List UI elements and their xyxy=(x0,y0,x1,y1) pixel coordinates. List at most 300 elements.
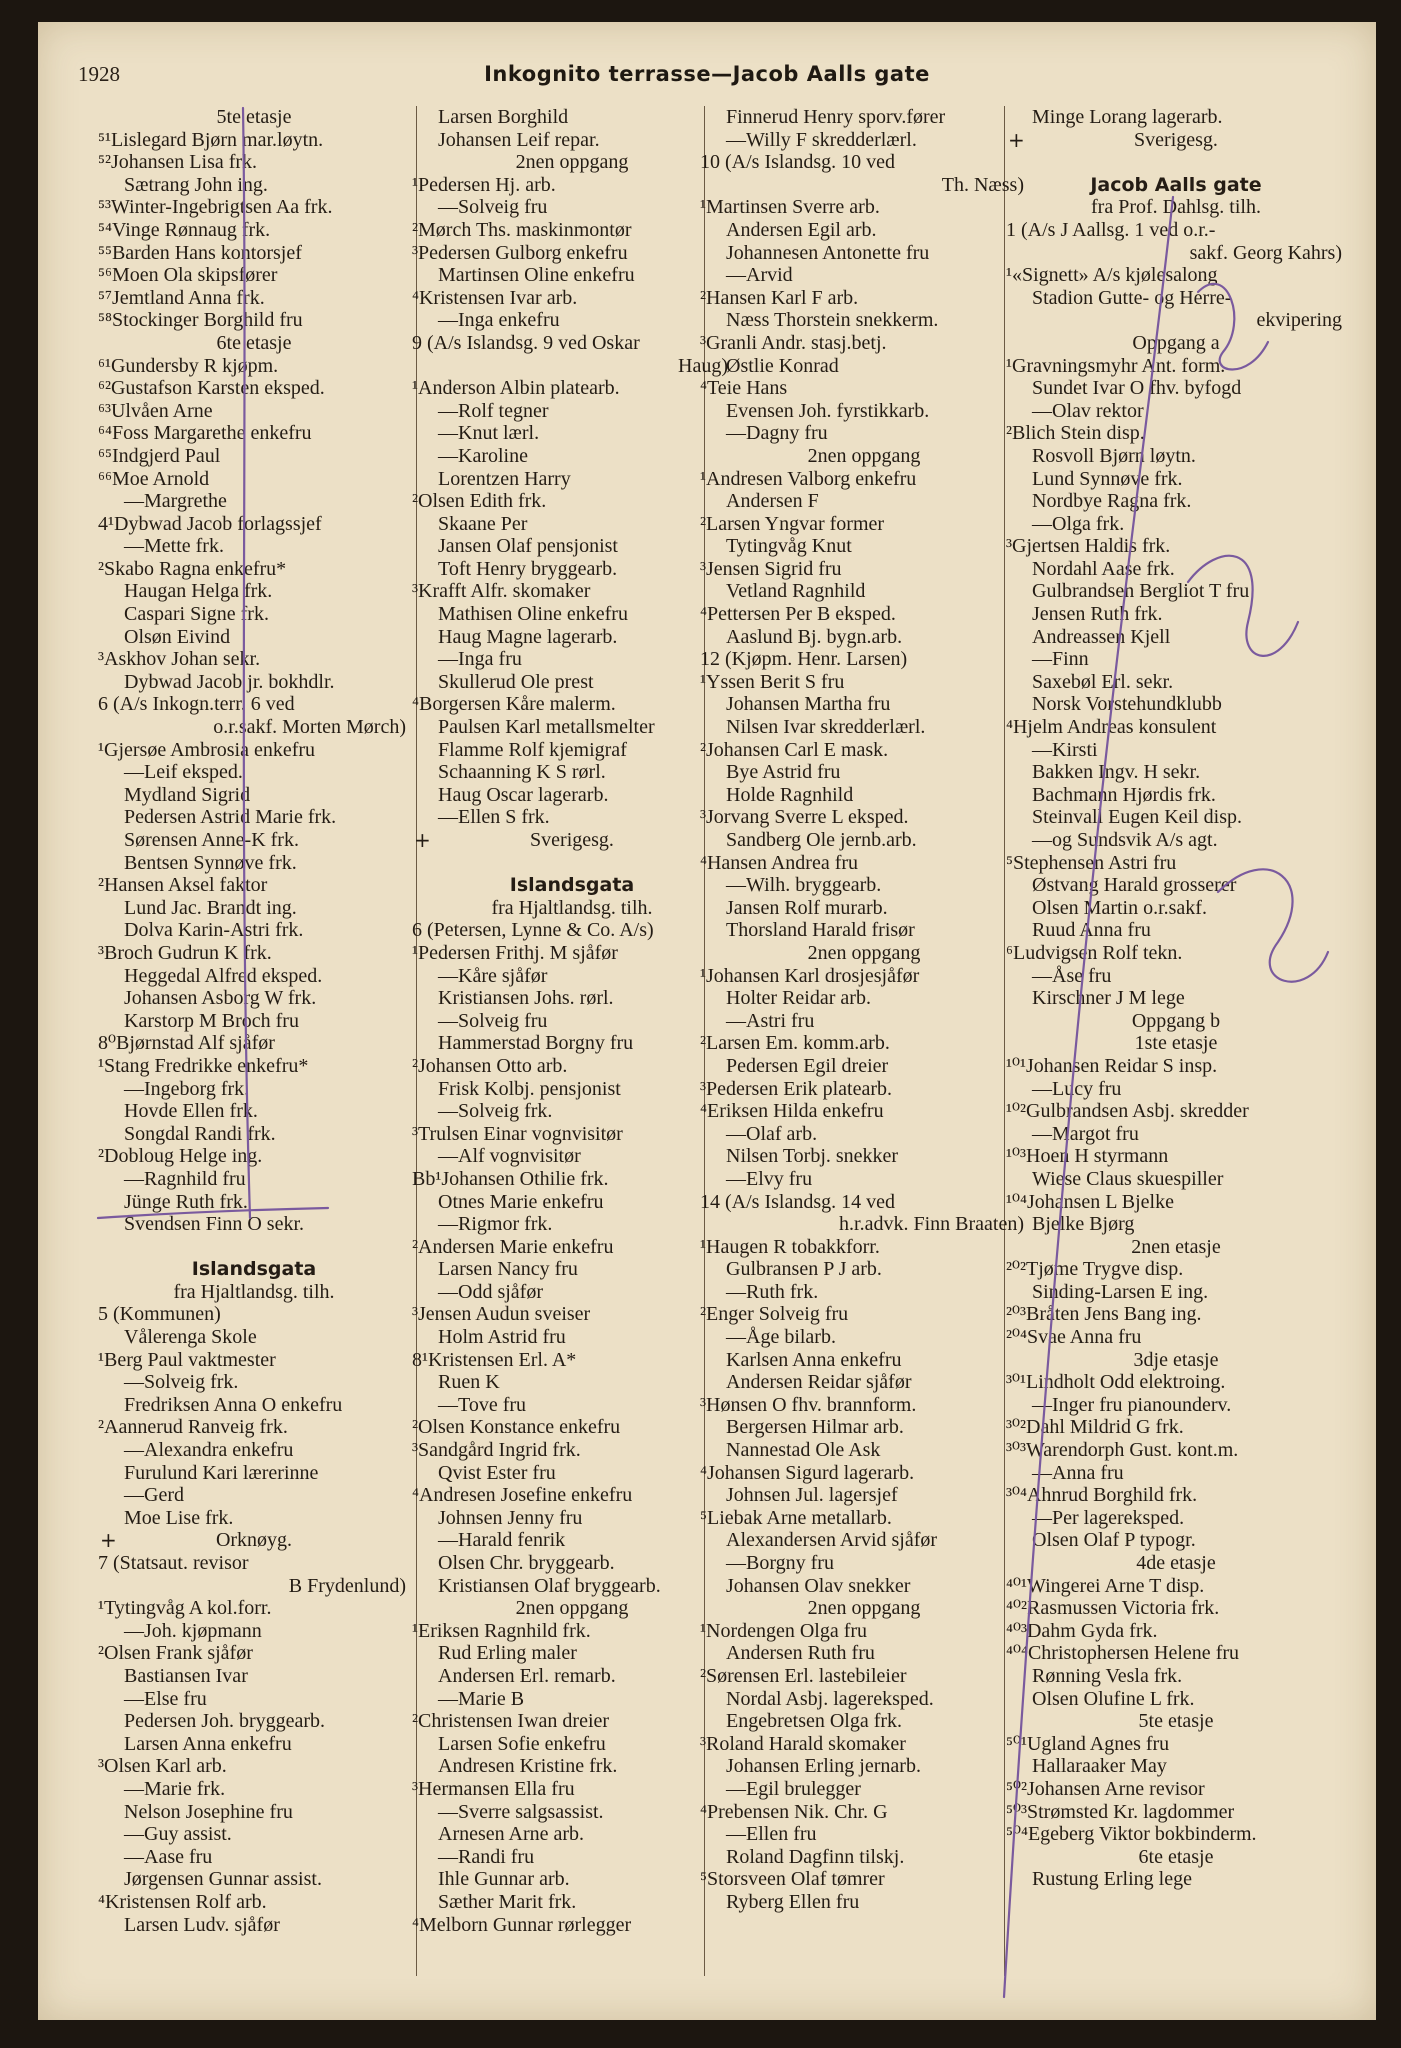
section-label: 3dje etasje xyxy=(1133,1348,1219,1371)
section-label: 2nen oppgang xyxy=(515,1597,629,1620)
directory-entry: ³Broch Gudrun K frk. xyxy=(98,941,272,964)
directory-entry: ³⁰⁴Ahnrud Borghild frk. xyxy=(1006,1484,1198,1507)
directory-entry: ²Mørch Ths. maskinmontør xyxy=(412,218,632,241)
directory-entry: ¹Nordengen Olga fru xyxy=(700,1619,868,1642)
directory-entry: Bb¹Johansen Othilie frk. xyxy=(412,1167,609,1190)
directory-entry: ⁴Prebensen Nik. Chr. G xyxy=(700,1800,888,1823)
directory-entry: Olsøn Eivind xyxy=(124,625,231,648)
directory-entry: —Mette frk. xyxy=(124,535,224,558)
directory-entry: ⁵⁷Jemtland Anna frk. xyxy=(98,286,265,309)
directory-entry: ²Sørensen Erl. lastebileier xyxy=(700,1664,907,1687)
directory-entry: Roland Dagfinn tilskj. xyxy=(726,1845,905,1868)
directory-entry: ³Roland Harald skomaker xyxy=(700,1732,906,1755)
directory-entry: Otnes Marie enkefru xyxy=(438,1190,604,1213)
directory-entry: Thorsland Harald frisør xyxy=(726,919,915,942)
directory-entry: Haug Oscar lagerarb. xyxy=(438,783,609,806)
directory-entry: Johansen Asborg W frk. xyxy=(124,987,317,1010)
directory-entry: ¹Yssen Berit S fru xyxy=(700,670,845,693)
directory-entry: Alexandersen Arvid sjåfør xyxy=(726,1529,938,1552)
directory-entry: h.r.advk. Finn Braaten) xyxy=(839,1213,1024,1236)
directory-entry: —Ruth frk. xyxy=(726,1280,819,1303)
directory-entry: Andersen Erl. remarb. xyxy=(438,1664,616,1687)
directory-entry: Svendsen Finn O sekr. xyxy=(124,1213,304,1236)
directory-entry: ¹Berg Paul vaktmester xyxy=(98,1348,276,1371)
directory-entry: Aaslund Bj. bygn.arb. xyxy=(726,625,903,648)
directory-entry: —Aase fru xyxy=(124,1845,213,1868)
directory-entry: Kristiansen Olaf bryggearb. xyxy=(438,1574,661,1597)
directory-entry: Bastiansen Ivar xyxy=(124,1664,248,1687)
directory-entry: Saxebøl Erl. sekr. xyxy=(1032,670,1174,693)
directory-entry: Fredriksen Anna O enkefru xyxy=(124,1393,343,1416)
section-label: Oppgang a xyxy=(1132,331,1220,354)
running-head: Inkognito terrasse—Jacob Aalls gate xyxy=(484,62,930,86)
directory-entry: —Egil brulegger xyxy=(726,1777,861,1800)
directory-entry: ¹Haugen R tobakkforr. xyxy=(700,1235,880,1258)
directory-entry: ⁵⁰³Strømsted Kr. lagdommer xyxy=(1006,1800,1235,1823)
directory-entry: ³Trulsen Einar vognvisitør xyxy=(412,1122,623,1145)
directory-entry: —Astri fru xyxy=(726,1009,815,1032)
directory-entry: ²Dobloug Helge ing. xyxy=(98,1145,263,1168)
directory-entry: 1 (A/s J Aallsg. 1 ved o.r.- xyxy=(1006,218,1216,241)
directory-entry: —Knut lærl. xyxy=(438,422,540,445)
directory-entry: ²Larsen Yngvar former xyxy=(700,512,885,535)
directory-entry: Qvist Ester fru xyxy=(438,1461,556,1484)
directory-entry: ²Aannerud Ranveig frk. xyxy=(98,1416,288,1439)
directory-entry: Jensen Ruth frk. xyxy=(1032,603,1163,626)
section-label: fra Hjaltlandsg. tilh. xyxy=(491,896,653,919)
directory-entry: Nelson Josephine fru xyxy=(124,1800,293,1823)
directory-entry: —Åse fru xyxy=(1032,964,1112,987)
directory-entry: ⁶³Ulvåen Arne xyxy=(98,399,213,422)
directory-entry: Bentsen Synnøve frk. xyxy=(124,851,297,874)
directory-entry: ³Krafft Alfr. skomaker xyxy=(412,580,591,603)
directory-entry: ⁴Kristensen Rolf arb. xyxy=(98,1890,267,1913)
directory-entry: —Gerd xyxy=(124,1484,184,1507)
directory-entry: —Solveig frk. xyxy=(124,1371,239,1394)
directory-entry: Sørensen Anne-K frk. xyxy=(124,829,299,851)
directory-entry: 12 (Kjøpm. Henr. Larsen) xyxy=(700,648,908,671)
directory-entry: Norsk Vorstehundklubb xyxy=(1032,693,1222,716)
directory-entry: Schaanning K S rørl. xyxy=(438,761,606,784)
directory-entry: Jørgensen Gunnar assist. xyxy=(124,1868,322,1891)
directory-entry: 6 (Petersen, Lynne & Co. A/s) xyxy=(412,919,654,942)
directory-entry: Sætrang John ing. xyxy=(124,173,268,196)
cross-out-svendsen xyxy=(98,1208,328,1218)
directory-entry: ⁵Storsveen Olaf tømrer xyxy=(700,1868,885,1891)
directory-entry: 8¹Kristensen Erl. A* xyxy=(412,1348,577,1371)
directory-entry: ⁵⁵Barden Hans kontorsjef xyxy=(98,241,302,264)
directory-entry: Engebretsen Olga frk. xyxy=(726,1710,903,1733)
directory-entry: —Inger fru pianounderv. xyxy=(1032,1393,1232,1416)
directory-entry: Hammerstad Borgny fru xyxy=(438,1032,634,1055)
directory-entry: ¹Johansen Karl drosjesjåfør xyxy=(700,964,920,987)
directory-entry: ¹⁰⁴Johansen L Bjelke xyxy=(1006,1190,1174,1213)
directory-entry: ¹Pedersen Hj. arb. xyxy=(412,173,556,196)
directory-entry: —og Sundsvik A/s agt. xyxy=(1032,829,1218,851)
pencil-strokes xyxy=(98,108,1328,1997)
directory-entry: Østlie Konrad xyxy=(726,354,839,377)
directory-entry: —Ingeborg frk. xyxy=(124,1077,250,1100)
section-label: 6te etasje xyxy=(1138,1845,1214,1868)
directory-entry: Moe Lise frk. xyxy=(124,1506,234,1529)
directory-entry: Holde Ragnhild xyxy=(726,783,854,806)
street-heading: Islandsgata xyxy=(191,1258,317,1281)
directory-entry: Olsen Chr. bryggearb. xyxy=(438,1552,615,1574)
directory-entry: ⁴Andresen Josefine enkefru xyxy=(412,1484,633,1507)
directory-entry: ³Olsen Karl arb. xyxy=(98,1755,227,1778)
directory-entry: ⁵Stephensen Astri fru xyxy=(1006,851,1177,874)
directory-entry: Ryberg Ellen fru xyxy=(726,1890,860,1913)
section-label: 4de etasje xyxy=(1136,1552,1216,1574)
directory-entry: —Wilh. bryggearb. xyxy=(726,874,882,897)
directory-entry: ⁵³Winter-Ingebrigtsen Aa frk. xyxy=(98,196,333,219)
directory-entry: Johnsen Jenny fru xyxy=(438,1506,583,1529)
directory-entry: Heggedal Alfred eksped. xyxy=(124,964,323,987)
directory-entry: Holter Reidar arb. xyxy=(726,987,871,1010)
directory-entry: ⁶¹Gundersby R kjøpm. xyxy=(98,354,279,377)
directory-entry: Holm Astrid fru xyxy=(438,1326,566,1349)
directory-entry: ³⁰³Warendorph Gust. kont.m. xyxy=(1006,1439,1239,1462)
directory-entry: ³Hønsen O fhv. brannform. xyxy=(700,1393,917,1416)
directory-entry: ⁴⁰³Dahm Gyda frk. xyxy=(1006,1619,1158,1642)
directory-entry: 6 (A/s Inkogn.terr. 6 ved xyxy=(98,693,295,716)
directory-entry: Andersen F xyxy=(726,490,819,513)
street-heading: Islandsgata xyxy=(509,874,635,897)
directory-entry: ⁵¹Lislegard Bjørn mar.løytn. xyxy=(98,128,324,151)
directory-entry: ²Johansen Carl E mask. xyxy=(700,738,889,761)
directory-entry: Bye Astrid fru xyxy=(726,761,841,784)
directory-entry: ²Olsen Frank sjåfør xyxy=(98,1642,253,1665)
section-label: fra Hjaltlandsg. tilh. xyxy=(173,1280,335,1303)
directory-entry: ⁵⁴Vinge Rønnaug frk. xyxy=(98,218,271,241)
section-label: 1ste etasje xyxy=(1134,1032,1218,1055)
directory-entry: Sinding-Larsen E ing. xyxy=(1032,1280,1209,1303)
directory-entry: Stadion Gutte- og Herre- xyxy=(1032,286,1232,309)
directory-entry: ³Askhov Johan sekr. xyxy=(98,648,261,671)
directory-entry: Olsen Olaf P typogr. xyxy=(1032,1529,1196,1552)
directory-entry: Pedersen Astrid Marie frk. xyxy=(124,806,337,829)
directory-entry: —Lucy fru xyxy=(1032,1077,1122,1100)
directory-entry: ¹⁰³Hoen H styrmann xyxy=(1006,1145,1169,1168)
directory-entry: ¹Andresen Valborg enkefru xyxy=(700,467,917,490)
directory-entry: Rud Erling maler xyxy=(438,1642,577,1665)
directory-entry: —Olga frk. xyxy=(1032,512,1125,535)
directory-entry: Gulbrandsen Bergliot T fru xyxy=(1032,580,1250,603)
directory-entry: sakf. Georg Kahrs) xyxy=(1189,241,1342,264)
directory-entry: —Else fru xyxy=(124,1687,207,1710)
directory-entry: o.r.sakf. Morten Mørch) xyxy=(213,716,406,739)
crossing-street-label: Sverigesg. xyxy=(1134,128,1218,151)
directory-entry: ³Jorvang Sverre L eksped. xyxy=(700,806,909,829)
directory-entry: ³⁰¹Lindholt Odd elektroing. xyxy=(1006,1371,1226,1394)
directory-entry: Ruud Anna fru xyxy=(1032,919,1151,942)
directory-entry: Frisk Kolbj. pensjonist xyxy=(438,1077,621,1100)
directory-entry: ⁴Johansen Sigurd lagerarb. xyxy=(700,1461,915,1484)
directory-entry: Larsen Borghild xyxy=(438,106,569,128)
directory-entry: ¹Anderson Albin platearb. xyxy=(412,377,620,400)
directory-entry: Vetland Ragnhild xyxy=(726,580,866,603)
directory-entry: ³⁰²Dahl Mildrid G frk. xyxy=(1006,1416,1184,1439)
directory-entry: ²⁰³Bråten Jens Bang ing. xyxy=(1006,1303,1202,1326)
directory-entry: 7 (Statsaut. revisor xyxy=(98,1552,249,1574)
directory-entry: Skullerud Ole prest xyxy=(438,670,594,693)
directory-entry: ¹«Signett» A/s kjølesalong xyxy=(1006,264,1218,287)
directory-entry: Nordbye Ragna frk. xyxy=(1032,490,1192,513)
directory-entry: ²Hansen Karl F arb. xyxy=(700,286,859,309)
directory-entry: ²Christensen Iwan dreier xyxy=(412,1710,610,1733)
directory-entry: Kirschner J M lege xyxy=(1032,987,1185,1010)
directory-entry: ⁵⁸Stockinger Borghild fru xyxy=(98,309,303,332)
directory-entry: ³Pedersen Erik platearb. xyxy=(700,1077,893,1100)
directory-entry: Lorentzen Harry xyxy=(438,467,571,490)
directory-entry: —Solveig fru xyxy=(438,196,548,219)
page-number: 1928 xyxy=(78,62,120,86)
directory-entry: 9 (A/s Islandsg. 9 ved Oskar xyxy=(412,331,640,354)
directory-entry: B Frydenlund) xyxy=(288,1574,406,1597)
directory-entry: ⁶⁴Foss Margarethe enkefru xyxy=(98,422,312,445)
directory-entry: Johansen Leif repar. xyxy=(438,128,600,151)
directory-entry: Andresen Kristine frk. xyxy=(438,1755,618,1778)
directory-entry: ⁵⁶Moen Ola skipsfører xyxy=(98,264,278,287)
directory-entry: Skaane Per xyxy=(438,512,528,535)
section-label: 2nen oppgang xyxy=(515,151,629,174)
directory-entry: —Ellen fru xyxy=(726,1823,817,1846)
directory-entry: —Dagny fru xyxy=(726,422,828,445)
directory-entry: —Anna fru xyxy=(1032,1461,1124,1484)
directory-entry: ⁵⁰²Johansen Arne revisor xyxy=(1006,1777,1205,1800)
directory-entry: ¹⁰²Gulbrandsen Asbj. skredder xyxy=(1006,1100,1249,1123)
directory-entry: 8⁰Bjørnstad Alf sjåfør xyxy=(98,1032,275,1055)
directory-entry: Nannestad Ole Ask xyxy=(726,1439,881,1462)
directory-entry: ³Pedersen Gulborg enkefru xyxy=(412,241,628,264)
directory-entry: Sæther Marit frk. xyxy=(438,1890,577,1913)
directory-entry: ⁶⁵Indgjerd Paul xyxy=(98,444,221,467)
directory-entry: —Marie frk. xyxy=(124,1777,226,1800)
directory-entry: ²Larsen Em. komm.arb. xyxy=(700,1032,890,1055)
directory-entry: Bachmann Hjørdis frk. xyxy=(1032,783,1216,806)
scribble-col4-2 xyxy=(1188,556,1298,656)
directory-entry: Andersen Egil arb. xyxy=(726,218,877,241)
directory-entry: Ruen K xyxy=(438,1371,500,1394)
directory-entry: 5 (Kommunen) xyxy=(98,1303,221,1326)
directory-entry: Sundet Ivar O fhv. byfogd xyxy=(1032,377,1242,400)
directory-entry: Johansen Erling jernarb. xyxy=(726,1755,921,1778)
section-label: 2nen oppgang xyxy=(807,941,921,964)
directory-entry: Johannesen Antonette fru xyxy=(726,241,930,264)
directory-entry: Hovde Ellen frk. xyxy=(124,1100,258,1123)
directory-entry: Steinvall Eugen Keil disp. xyxy=(1032,806,1242,829)
directory-entry: ²Johansen Otto arb. xyxy=(412,1054,568,1077)
crossing-mark: + xyxy=(1008,128,1025,152)
directory-entry: Nordahl Aase frk. xyxy=(1032,557,1175,580)
directory-entry: Rosvoll Bjørn løytn. xyxy=(1032,444,1196,467)
directory-entry: ²⁰⁴Svae Anna fru xyxy=(1006,1326,1142,1349)
directory-entry: ¹Pedersen Frithj. M sjåfør xyxy=(412,941,618,964)
directory-entry: Rønning Vesla frk. xyxy=(1032,1664,1183,1687)
directory-entry: ⁵⁰¹Ugland Agnes fru xyxy=(1006,1732,1170,1755)
directory-entry: ⁴Hansen Andrea fru xyxy=(700,851,859,874)
directory-entry: ²Hansen Aksel faktor xyxy=(98,874,268,897)
directory-entry: Gulbransen P J arb. xyxy=(726,1258,882,1281)
section-label: 2nen oppgang xyxy=(807,1597,921,1620)
section-label: 5te etasje xyxy=(216,106,292,128)
directory-entry: ³Granli Andr. stasj.betj. xyxy=(700,331,887,354)
directory-entry: —Kirsti xyxy=(1032,738,1098,761)
directory-entry: Flamme Rolf kjemigraf xyxy=(438,738,627,761)
directory-entry: ¹Stang Fredrikke enkefru* xyxy=(98,1054,309,1077)
directory-entry: —Per lagereksped. xyxy=(1032,1506,1185,1529)
street-heading: Jacob Aalls gate xyxy=(1090,173,1262,196)
directory-entry: ⁶⁶Moe Arnold xyxy=(98,467,210,490)
directory-entry: ⁴Eriksen Hilda enkefru xyxy=(700,1100,884,1123)
directory-entry: ³Jensen Sigrid fru xyxy=(700,557,842,580)
directory-entry: ¹⁰¹Johansen Reidar S insp. xyxy=(1006,1054,1218,1077)
directory-entry: Karlsen Anna enkefru xyxy=(726,1348,902,1371)
directory-entry: ¹Gravningsmyhr Ant. form. xyxy=(1006,354,1226,377)
directory-entry: Caspari Signe frk. xyxy=(124,603,269,626)
directory-entry: Larsen Ludv. sjåfør xyxy=(124,1913,280,1936)
directory-entry: —Guy assist. xyxy=(124,1823,232,1846)
scribble-col4-1 xyxy=(1198,284,1268,370)
directory-entry: Østvang Harald grosserer xyxy=(1032,874,1237,897)
directory-entry: Kristiansen Johs. rørl. xyxy=(438,987,614,1010)
directory-entry: —Solveig fru xyxy=(438,1009,548,1032)
directory-entry: Furulund Kari lærerinne xyxy=(124,1461,319,1484)
directory-entry: —Alexandra enkefru xyxy=(124,1439,294,1462)
directory-entry: Andreassen Kjell xyxy=(1032,625,1171,648)
directory-entry: ⁴Kristensen Ivar arb. xyxy=(412,286,578,309)
directory-entry: —Borgny fru xyxy=(726,1552,834,1574)
section-label: 2nen oppgang xyxy=(807,444,921,467)
directory-entry: Olsen Olufine L frk. xyxy=(1032,1687,1195,1710)
directory-entry: Evensen Joh. fyrstikkarb. xyxy=(726,399,930,422)
directory-entry: ³Jensen Audun sveiser xyxy=(412,1303,591,1326)
directory-entry: Bergersen Hilmar arb. xyxy=(726,1416,904,1439)
crossing-mark: + xyxy=(414,829,431,852)
crossing-street-label: Orknøyg. xyxy=(215,1529,293,1552)
directory-entry: ²⁰²Tjøme Trygve disp. xyxy=(1006,1258,1184,1281)
directory-entry: —Willy F skredderlærl. xyxy=(726,128,917,151)
directory-entry: Andersen Reidar sjåfør xyxy=(726,1371,912,1394)
directory-entry: Nilsen Ivar skredderlærl. xyxy=(726,716,926,739)
directory-entry: Lund Jac. Brandt ing. xyxy=(124,896,297,919)
directory-entry: Næss Thorstein snekkerm. xyxy=(726,309,939,332)
directory-entry: ⁴Pettersen Per B eksped. xyxy=(700,603,896,626)
section-label: fra Prof. Dahlsg. tilh. xyxy=(1091,196,1261,219)
directory-entry: ⁵⁰⁴Egeberg Viktor bokbinderm. xyxy=(1006,1823,1257,1846)
directory-entry: Finnerud Henry sporv.fører xyxy=(726,106,946,128)
directory-entry: —Odd sjåfør xyxy=(438,1280,543,1303)
directory-entry: Hallaraaker May xyxy=(1032,1755,1167,1778)
directory-entry: ²Andersen Marie enkefru xyxy=(412,1235,614,1258)
directory-entry: Nilsen Torbj. snekker xyxy=(726,1145,899,1168)
directory-entry: ⁴Teie Hans xyxy=(700,377,788,400)
directory-entry: Dolva Karin-Astri frk. xyxy=(124,919,304,942)
directory-entry: ⁴Borgersen Kåre malerm. xyxy=(412,693,616,716)
directory-entry: Rustung Erling lege xyxy=(1032,1868,1192,1891)
directory-entry: ⁵Liebak Arne metallarb. xyxy=(700,1506,892,1529)
section-label: 2nen etasje xyxy=(1131,1235,1221,1258)
directory-entry: Jansen Rolf murarb. xyxy=(726,896,888,919)
directory-entry: —Inga fru xyxy=(438,648,522,671)
section-label: 6te etasje xyxy=(216,331,292,354)
directory-entry: 10 (A/s Islandsg. 10 ved xyxy=(700,151,895,174)
directory-entry: ³Hermansen Ella fru xyxy=(412,1777,575,1800)
directory-entry: —Margrethe xyxy=(124,490,227,513)
directory-entry: Toft Henry bryggearb. xyxy=(438,557,618,580)
directory-entry: —Rigmor frk. xyxy=(438,1213,553,1236)
directory-entry: Bakken Ingv. H sekr. xyxy=(1032,761,1201,784)
section-label: 5te etasje xyxy=(1138,1710,1214,1733)
directory-entry: Martinsen Oline enkefru xyxy=(438,264,635,287)
directory-entry: Mathisen Oline enkefru xyxy=(438,603,628,626)
directory-entry: Jansen Olaf pensjonist xyxy=(438,535,618,558)
directory-entry: ⁵²Johansen Lisa frk. xyxy=(98,151,258,174)
directory-entry: Pedersen Joh. bryggearb. xyxy=(124,1710,326,1733)
directory-entry: ⁴Hjelm Andreas konsulent xyxy=(1006,716,1217,739)
directory-entry: Olsen Martin o.r.sakf. xyxy=(1032,896,1207,919)
directory-entry: Tytingvåg Knut xyxy=(726,535,852,558)
directory-entry: ⁴⁰²Rasmussen Victoria frk. xyxy=(1006,1597,1220,1620)
directory-entry: Bjelke Bjørg xyxy=(1032,1213,1135,1236)
directory-entry: Paulsen Karl metallsmelter xyxy=(438,716,655,739)
directory-entry: ¹Gjersøe Ambrosia enkefru xyxy=(98,738,316,761)
crossing-street-label: Sverigesg. xyxy=(530,829,614,851)
directory-entry: —Åge bilarb. xyxy=(726,1326,836,1349)
directory-entry: —Randi fru xyxy=(438,1845,535,1868)
directory-entry: Haug) xyxy=(678,354,728,377)
directory-entry: Songdal Randi frk. xyxy=(124,1122,276,1145)
directory-entry: —Rolf tegner xyxy=(438,399,549,422)
directory-entry: Dybwad Jacob jr. bokhdlr. xyxy=(124,670,335,693)
directory-entry: Mydland Sigrid xyxy=(124,783,251,806)
directory-entry: —Elvy fru xyxy=(726,1167,813,1190)
directory-entry: Ihle Gunnar arb. xyxy=(438,1868,570,1891)
section-label: Oppgang b xyxy=(1131,1009,1221,1032)
directory-entry: Johansen Olav snekker xyxy=(726,1574,911,1597)
directory-entry: —Harald fenrik xyxy=(438,1529,566,1552)
strike-line-col1 xyxy=(243,108,250,1218)
directory-entry: ⁴⁰⁴Christophersen Helene fru xyxy=(1006,1642,1240,1665)
directory-entry: Th. Næss) xyxy=(941,173,1024,196)
directory-entry: —Karoline xyxy=(438,444,528,467)
directory-entry: —Joh. kjøpmann xyxy=(124,1619,262,1642)
directory-entry: Larsen Anna enkefru xyxy=(124,1732,292,1755)
directory-entry: ⁶²Gustafson Karsten eksped. xyxy=(98,377,325,400)
directory-entry: —Kåre sjåfør xyxy=(438,964,548,987)
directory-entry: —Margot fru xyxy=(1032,1122,1139,1145)
directory-entry: Wiese Claus skuespiller xyxy=(1032,1167,1224,1190)
directory-entry: —Finn xyxy=(1032,648,1089,671)
directory-entry: ³Gjertsen Haldis frk. xyxy=(1006,535,1171,558)
directory-entry: Haugan Helga frk. xyxy=(124,580,273,603)
directory-entry: —Alf vognvisitør xyxy=(438,1145,581,1168)
directory-entry: ²Olsen Edith frk. xyxy=(412,490,547,513)
directory-entry: Johnsen Jul. lagersjef xyxy=(726,1484,898,1507)
directory-entry: ²Blich Stein disp. xyxy=(1006,422,1145,445)
directory-entry: ⁶Ludvigsen Rolf tekn. xyxy=(1006,941,1183,964)
directory-entry: —Ellen S frk. xyxy=(438,806,550,829)
directory-entry: —Tove fru xyxy=(438,1393,527,1416)
directory-entry: Johansen Martha fru xyxy=(726,693,891,716)
crossing-mark: + xyxy=(100,1529,117,1552)
directory-entry: ⁴Melborn Gunnar rørlegger xyxy=(412,1913,632,1936)
directory-entry: ¹Tytingvåg A kol.forr. xyxy=(98,1597,272,1620)
directory-entry: ²Skabo Ragna enkefru* xyxy=(98,557,287,580)
directory-entry: —Olaf arb. xyxy=(726,1122,818,1145)
directory-entry: ekvipering xyxy=(1256,309,1342,332)
directory-page xyxy=(38,22,1376,2020)
